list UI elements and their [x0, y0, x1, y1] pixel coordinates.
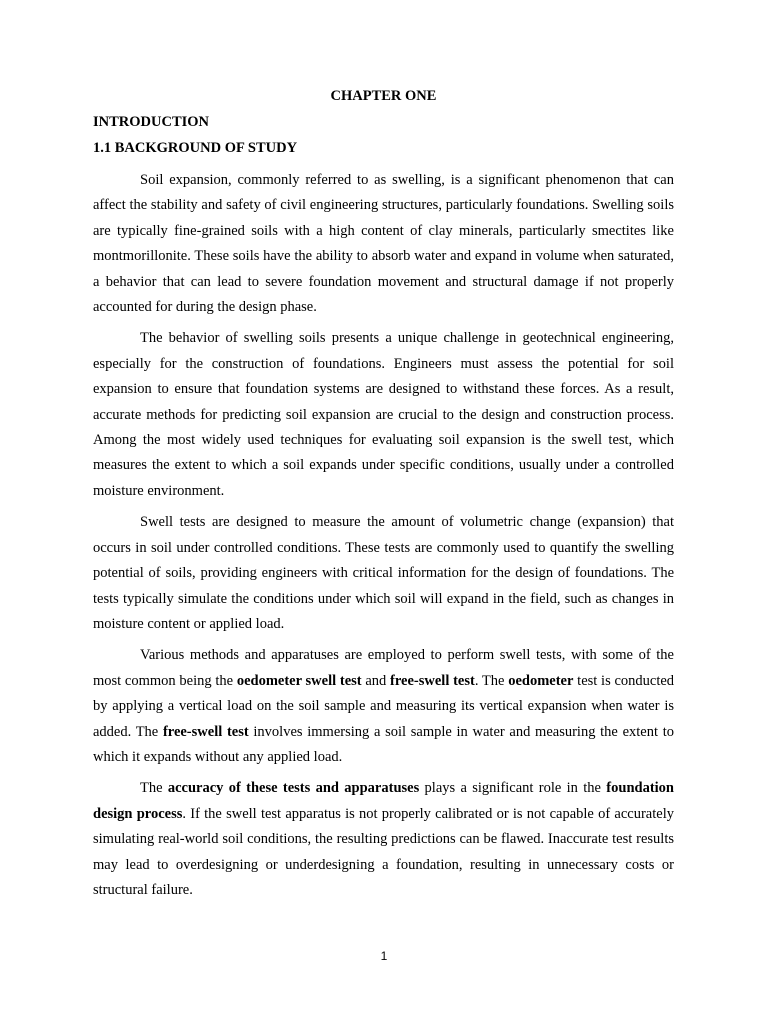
- bold-term: foundation design process: [93, 780, 674, 822]
- bold-term: free-swell test: [390, 672, 475, 689]
- page-number: 1: [380, 949, 388, 963]
- text-run: The behavior of swelling soils presents a unique challenge in geotechnical engineering, especially for the construction of foundations. Engineers must assess the potential for soil expansion to ensure that foundation systems are designed to withstand these forces. As a result, accurate methods for predicting soil expansion are crucial to the design and construction process. Among the most widely used techniques for evaluating soil expansion is the swell test, which measures the extent to which a soil expands under specific conditions, usually under a controlled moisture environment.: [93, 330, 674, 499]
- section-heading: INTRODUCTION: [93, 114, 210, 130]
- text-run: . The: [474, 672, 509, 689]
- body-text: [93, 168, 674, 903]
- subsection-heading: 1.1 BACKGROUND OF STUDY: [93, 140, 298, 156]
- text-run: test is conducted by applying a vertical load on the soil sample and measuring its vertical expansion when water is added. The: [93, 672, 675, 740]
- paragraph-1: [93, 168, 674, 320]
- paragraph-4: [93, 643, 674, 770]
- document-page: [93, 86, 674, 909]
- text-run: Swell tests are designed to measure the amount of volumetric change (expansion) that occurs in soil under controlled conditions. These tests are commonly used to quantify the swelling potential of soils, providing engineers with critical information for the design of foundations. The tests typically simulate the conditions under which soil will expand in the field, such as changes in moisture content or applied load.: [93, 514, 674, 632]
- chapter-title: CHAPTER ONE: [330, 88, 437, 104]
- text-run: and: [361, 672, 391, 689]
- bold-term: oedometer swell test: [236, 672, 362, 689]
- text-run: Soil expansion, commonly referred to as swelling, is a significant phenomenon that can affect the stability and safety of civil engineering structures, particularly foundations. Swelling soils are typically fine-grained soils with a high content of clay minerals, particularly smectites like montmorillonite. These soils have the ability to absorb water and expand in volume when saturated, a behavior that can lead to severe foundation movement and structural damage if not properly accounted for during the design phase.: [93, 172, 674, 316]
- bold-term: accuracy of these tests and apparatuses: [167, 780, 420, 797]
- paragraph-2: [93, 326, 674, 504]
- text-run: involves immersing a soil sample in water and measuring the extent to which it expands without any applied load.: [93, 723, 674, 765]
- text-run: . If the swell test apparatus is not properly calibrated or is not capable of accurately simulating real-world soil conditions, the resulting predictions can be flawed. Inaccurate test results may lead to overdesigning or underdesigning a foundation, resulting in unnecessary costs or structural failure.: [93, 805, 674, 898]
- paragraph-3: [93, 510, 674, 637]
- text-run: plays a significant role in the: [419, 780, 607, 797]
- text-run: The: [140, 780, 168, 797]
- text-run: Various methods and apparatuses are employed to perform swell tests, with some of the most common being the: [93, 647, 674, 689]
- bold-term: oedometer: [508, 672, 574, 689]
- paragraph-5: [93, 776, 674, 903]
- bold-term: free-swell test: [162, 723, 249, 740]
